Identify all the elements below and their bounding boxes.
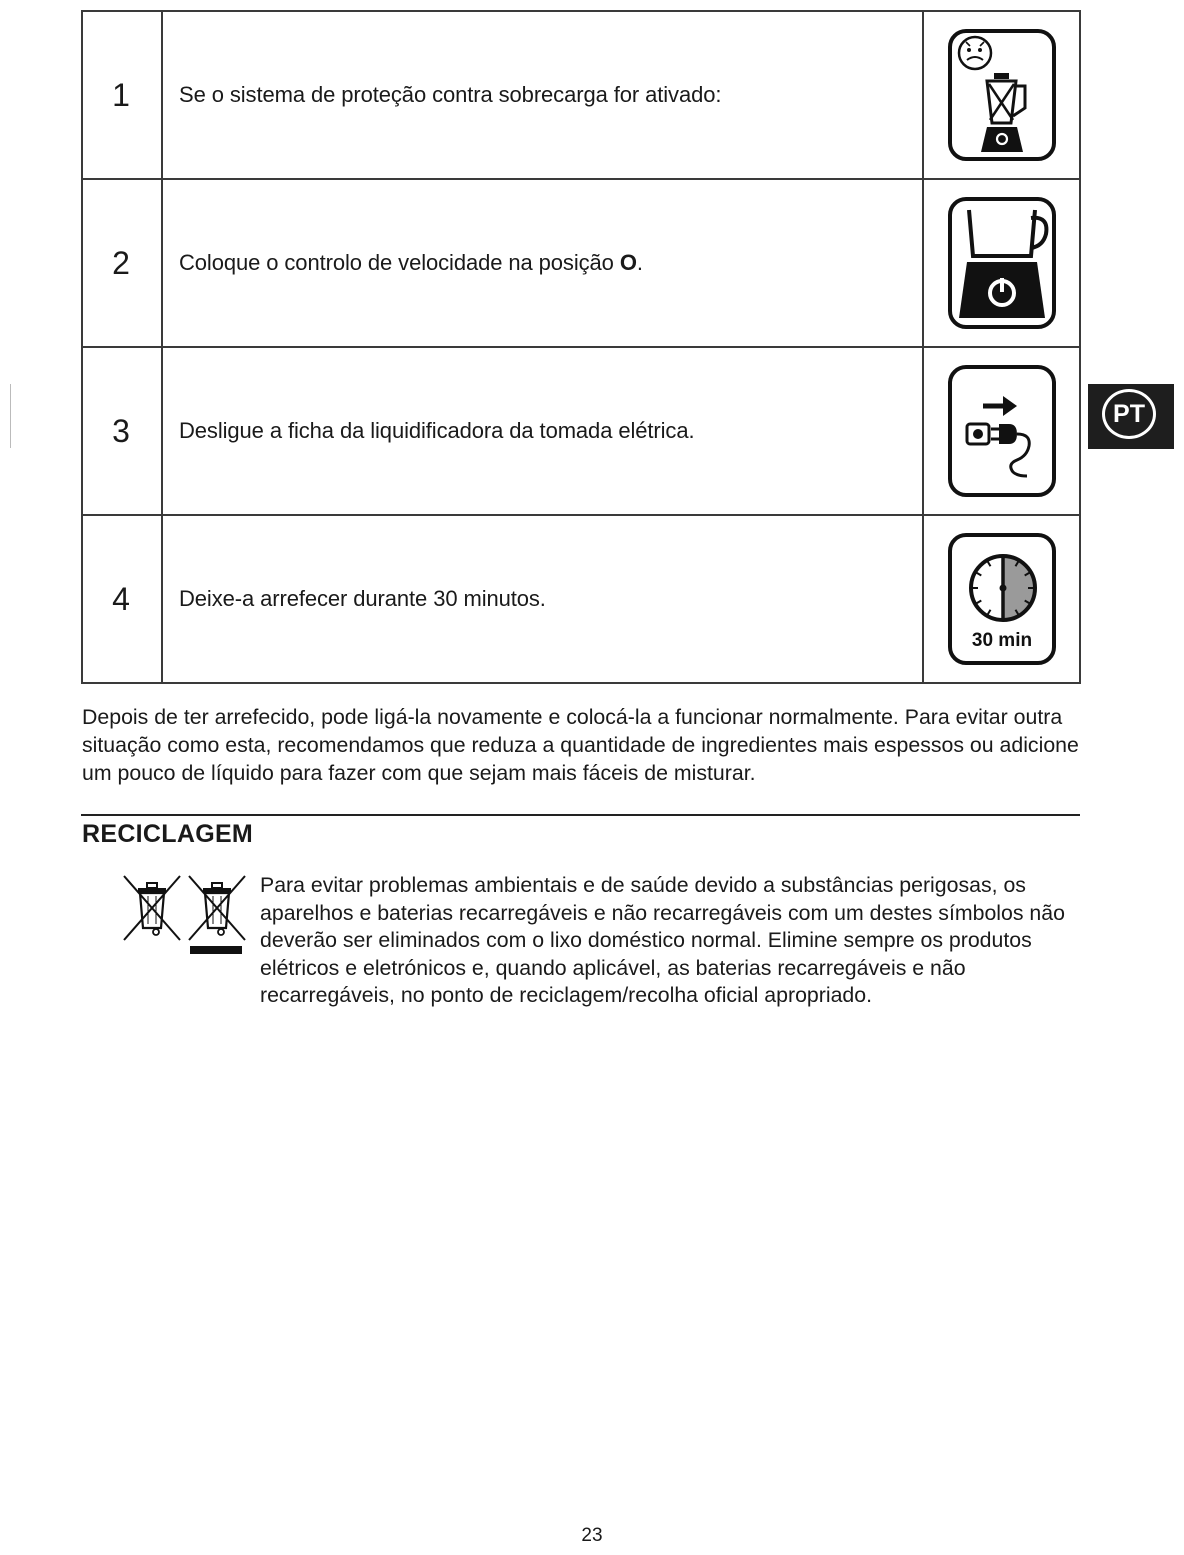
unplug-icon (947, 364, 1057, 498)
step-row (82, 11, 1080, 179)
speed-position-label: O (619, 250, 637, 275)
language-tab-label: PT (1102, 389, 1156, 439)
step-number: 3 (82, 347, 162, 515)
recycling-heading: RECICLAGEM (82, 820, 254, 848)
step-row (82, 515, 1080, 683)
crossed-bin-icon (120, 874, 184, 944)
timer-label: 30 min (971, 630, 1032, 651)
page-number: 23 (581, 1525, 603, 1546)
step-text: Deixe-a arrefecer durante 30 minutos. (162, 515, 923, 683)
after-cooling-paragraph: Depois de ter arrefecido, pode ligá-la novamente e colocá-la a funcionar normalmente. Para evitar outra situação como esta, recomendamos que reduza a quantidade de ingredientes mais espessos ou adicione um pouco de líquido para fazer com que sejam mais fáceis de misturar. (82, 705, 1079, 785)
steps-table (81, 10, 1081, 684)
timer-icon (947, 532, 1057, 666)
step-number: 1 (82, 11, 162, 179)
step-text: Desligue a ficha da liquidificadora da tomada elétrica. (162, 347, 923, 515)
step-text (162, 179, 923, 347)
step-text-after: . (636, 250, 643, 275)
section-divider (81, 814, 1080, 816)
step-text-before: Coloque o controlo de velocidade na posição (179, 250, 620, 275)
step-number: 4 (82, 515, 162, 683)
step-number: 2 (82, 179, 162, 347)
crossed-bin-with-bar-icon (185, 874, 249, 958)
language-tab (1088, 384, 1174, 449)
step-text: Se o sistema de proteção contra sobrecarga for ativado: (162, 11, 923, 179)
step-row (82, 347, 1080, 515)
overload-blender-icon (947, 28, 1057, 162)
margin-line (10, 384, 11, 448)
step-row (82, 179, 1080, 347)
recycling-paragraph: Para evitar problemas ambientais e de saúde devido a substâncias perigosas, os aparelhos e baterias recarregáveis e não recarregáveis com um destes símbolos não deverão ser eliminados com o lixo doméstico normal. Elimine sempre os produtos elétricos e eletrónicos e, quando aplicável, as baterias recarregáveis e não recarregáveis, no ponto de reciclagem/recolha oficial apropriado. (260, 873, 1065, 1008)
speed-off-blender-icon (947, 196, 1057, 330)
